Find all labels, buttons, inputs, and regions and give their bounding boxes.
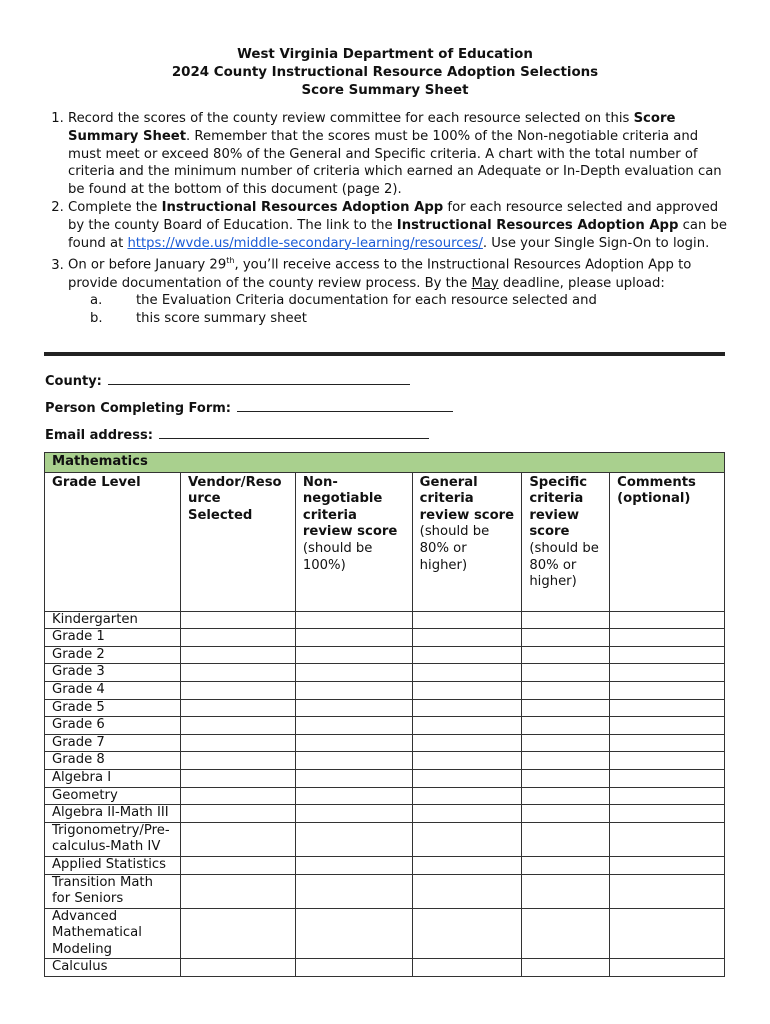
table-row xyxy=(45,717,725,735)
score-entry-cell[interactable] xyxy=(295,681,412,699)
score-entry-cell[interactable] xyxy=(610,681,725,699)
column-title: Grade Level xyxy=(52,474,141,490)
score-entry-cell[interactable] xyxy=(295,611,412,629)
resources-link[interactable]: https://wvde.us/middle-secondary-learning/resources/ xyxy=(127,235,483,251)
score-table xyxy=(44,452,725,977)
score-entry-cell[interactable] xyxy=(412,646,522,664)
column-title: Comments (optional) xyxy=(617,474,696,507)
county-label: County: xyxy=(45,374,102,389)
score-entry-cell[interactable] xyxy=(610,856,725,874)
score-entry-cell[interactable] xyxy=(522,959,610,977)
score-entry-cell[interactable] xyxy=(412,822,522,856)
column-header-row xyxy=(45,472,725,611)
score-entry-cell[interactable] xyxy=(295,752,412,770)
grade-level-cell: Grade 6 xyxy=(45,717,181,735)
score-entry-cell[interactable] xyxy=(522,805,610,823)
score-entry-cell[interactable] xyxy=(412,769,522,787)
score-entry-cell[interactable] xyxy=(180,717,295,735)
column-note: (should be 100%) xyxy=(302,540,373,573)
upload-item-b-text: this score summary sheet xyxy=(136,311,307,327)
score-entry-cell[interactable] xyxy=(522,769,610,787)
upload-item-a xyxy=(68,292,728,310)
column-header-2 xyxy=(295,472,412,611)
score-entry-cell[interactable] xyxy=(610,629,725,647)
instruction-3-sup: th xyxy=(226,256,235,266)
header-title: 2024 County Instructional Resource Adoption Selections xyxy=(171,65,599,80)
score-entry-cell[interactable] xyxy=(295,805,412,823)
score-entry-cell[interactable] xyxy=(412,664,522,682)
table-row xyxy=(45,822,725,856)
score-entry-cell[interactable] xyxy=(180,787,295,805)
instruction-1-bold: Score Summary Sheet xyxy=(68,111,676,144)
table-row xyxy=(45,629,725,647)
grade-level-cell: Kindergarten xyxy=(45,611,181,629)
grade-level-cell: Trigonometry/Pre-calculus-Math IV xyxy=(45,822,181,856)
score-entry-cell[interactable] xyxy=(522,699,610,717)
header-agency: West Virginia Department of Education xyxy=(237,47,533,62)
score-entry-cell[interactable] xyxy=(180,822,295,856)
score-entry-cell[interactable] xyxy=(180,664,295,682)
table-row xyxy=(45,752,725,770)
score-entry-cell[interactable] xyxy=(610,611,725,629)
score-entry-cell[interactable] xyxy=(412,699,522,717)
instruction-3 xyxy=(68,252,728,328)
score-entry-cell[interactable] xyxy=(610,699,725,717)
table-row xyxy=(45,908,725,959)
score-entry-cell[interactable] xyxy=(180,856,295,874)
instruction-1-text-end: . Remember that the scores must be 100% of the Non-negotiable criteria and must meet or exceed 80% of the General and Specific criteria. A chart with the total number of criteria and the minimum number of criteria which earned an Adequate or In-Depth evaluation can be found at the bottom of this document (page 2). xyxy=(68,128,722,198)
score-entry-cell[interactable] xyxy=(180,805,295,823)
score-entry-cell[interactable] xyxy=(180,681,295,699)
column-header-5 xyxy=(610,472,725,611)
grade-level-cell: Grade 1 xyxy=(45,629,181,647)
score-entry-cell[interactable] xyxy=(180,874,295,908)
score-entry-cell[interactable] xyxy=(522,717,610,735)
grade-level-cell: Applied Statistics xyxy=(45,856,181,874)
score-entry-cell[interactable] xyxy=(610,959,725,977)
subject-label: Mathematics xyxy=(45,453,725,473)
score-entry-cell[interactable] xyxy=(295,629,412,647)
instruction-2-text-3: can be found at xyxy=(68,217,727,251)
table-row xyxy=(45,611,725,629)
score-entry-cell[interactable] xyxy=(522,752,610,770)
header-subtitle: Score Summary Sheet xyxy=(301,83,469,98)
column-header-0 xyxy=(45,472,181,611)
score-entry-cell[interactable] xyxy=(180,959,295,977)
score-entry-cell[interactable] xyxy=(180,699,295,717)
upload-item-a-text: the Evaluation Criteria documentation for each resource selected and xyxy=(136,293,597,309)
score-entry-cell[interactable] xyxy=(412,787,522,805)
column-header-3 xyxy=(412,472,522,611)
table-row xyxy=(45,769,725,787)
grade-level-cell: Grade 5 xyxy=(45,699,181,717)
instructions xyxy=(44,110,728,328)
grade-level-cell: Grade 7 xyxy=(45,734,181,752)
table-row xyxy=(45,856,725,874)
score-entry-cell[interactable] xyxy=(412,752,522,770)
column-title: Non-negotiable criteria review score xyxy=(302,474,398,540)
table-row xyxy=(45,646,725,664)
table-row xyxy=(45,664,725,682)
grade-level-cell: Calculus xyxy=(45,959,181,977)
score-entry-cell[interactable] xyxy=(180,646,295,664)
score-entry-cell[interactable] xyxy=(412,959,522,977)
grade-level-cell: Transition Math for Seniors xyxy=(45,874,181,908)
grade-level-cell: Grade 2 xyxy=(45,646,181,664)
score-entry-cell[interactable] xyxy=(610,769,725,787)
upload-item-b-letter: b. xyxy=(90,311,103,327)
score-entry-cell[interactable] xyxy=(610,908,725,959)
grade-level-cell: Algebra II-Math III xyxy=(45,805,181,823)
score-entry-cell[interactable] xyxy=(295,664,412,682)
instruction-2-bold-2: Instructional Resources Adoption App xyxy=(396,217,679,233)
score-entry-cell[interactable] xyxy=(522,787,610,805)
score-entry-cell[interactable] xyxy=(412,908,522,959)
section-divider xyxy=(44,352,725,356)
score-entry-cell[interactable] xyxy=(610,787,725,805)
column-title: General criteria review score xyxy=(419,474,515,523)
email-label: Email address: xyxy=(45,428,153,443)
score-entry-cell[interactable] xyxy=(522,629,610,647)
score-entry-cell[interactable] xyxy=(412,805,522,823)
column-title: Specific criteria review score xyxy=(529,474,588,540)
county-field[interactable] xyxy=(45,372,410,389)
person-input-line[interactable] xyxy=(237,399,453,412)
score-entry-cell[interactable] xyxy=(522,822,610,856)
column-header-1 xyxy=(180,472,295,611)
score-entry-cell[interactable] xyxy=(412,629,522,647)
score-entry-cell[interactable] xyxy=(295,856,412,874)
score-entry-cell[interactable] xyxy=(180,629,295,647)
instruction-2-text-end: . Use your Single Sign-On to login. xyxy=(482,235,710,251)
subject-row xyxy=(45,453,725,473)
person-field[interactable] xyxy=(45,399,453,416)
score-entry-cell[interactable] xyxy=(295,769,412,787)
score-entry-cell[interactable] xyxy=(610,874,725,908)
score-entry-cell[interactable] xyxy=(412,734,522,752)
score-entry-cell[interactable] xyxy=(610,752,725,770)
column-title: Vendor/Reso urce Selected xyxy=(187,474,282,523)
instruction-1-text: Record the scores of the county review committee for each resource selected on this xyxy=(68,111,634,126)
column-note: (should be 80% or higher) xyxy=(529,540,599,590)
score-entry-cell[interactable] xyxy=(610,664,725,682)
grade-level-cell: Grade 4 xyxy=(45,681,181,699)
grade-level-cell: Advanced Mathematical Modeling xyxy=(45,908,181,959)
upload-item-a-letter: a. xyxy=(90,293,103,309)
grade-level-cell: Algebra I xyxy=(45,769,181,787)
score-entry-cell[interactable] xyxy=(522,611,610,629)
score-entry-cell[interactable] xyxy=(295,646,412,664)
score-entry-cell[interactable] xyxy=(522,646,610,664)
table-row xyxy=(45,805,725,823)
score-entry-cell[interactable] xyxy=(412,681,522,699)
email-input-line[interactable] xyxy=(159,426,429,439)
instruction-3-text-end: deadline, please upload: xyxy=(498,275,665,291)
instruction-3-text: On or before January 29 xyxy=(68,257,227,273)
score-entry-cell[interactable] xyxy=(522,908,610,959)
person-label: Person Completing Form: xyxy=(45,401,231,416)
county-input-line[interactable] xyxy=(108,372,410,385)
score-entry-cell[interactable] xyxy=(412,717,522,735)
table-row xyxy=(45,681,725,699)
score-entry-cell[interactable] xyxy=(295,874,412,908)
score-entry-cell[interactable] xyxy=(412,611,522,629)
score-entry-cell[interactable] xyxy=(295,734,412,752)
score-entry-cell[interactable] xyxy=(295,959,412,977)
score-entry-cell[interactable] xyxy=(610,734,725,752)
score-entry-cell[interactable] xyxy=(412,874,522,908)
column-note: (should be 80% or higher) xyxy=(419,524,490,573)
score-entry-cell[interactable] xyxy=(522,856,610,874)
table-row xyxy=(45,874,725,908)
email-field[interactable] xyxy=(45,426,429,443)
score-entry-cell[interactable] xyxy=(180,734,295,752)
instruction-2-bold-1: Instructional Resources Adoption App xyxy=(161,199,444,215)
instruction-2-text-2: for each resource selected and approved by the county Board of Education. The link to the xyxy=(68,199,719,233)
grade-level-cell: Grade 3 xyxy=(45,664,181,682)
upload-item-b xyxy=(68,310,728,328)
score-entry-cell[interactable] xyxy=(180,752,295,770)
score-entry-cell[interactable] xyxy=(295,822,412,856)
score-entry-cell[interactable] xyxy=(610,646,725,664)
score-entry-cell[interactable] xyxy=(412,856,522,874)
score-entry-cell[interactable] xyxy=(522,874,610,908)
grade-level-cell: Grade 8 xyxy=(45,752,181,770)
score-entry-cell[interactable] xyxy=(295,908,412,959)
score-entry-cell[interactable] xyxy=(522,681,610,699)
table-row xyxy=(45,699,725,717)
table-row xyxy=(45,959,725,977)
score-entry-cell[interactable] xyxy=(610,805,725,823)
score-entry-cell[interactable] xyxy=(180,769,295,787)
grade-level-cell: Geometry xyxy=(45,787,181,805)
instruction-2-text: Complete the xyxy=(68,199,162,215)
score-entry-cell[interactable] xyxy=(522,734,610,752)
score-entry-cell[interactable] xyxy=(295,717,412,735)
instruction-2 xyxy=(68,199,728,252)
score-entry-cell[interactable] xyxy=(610,717,725,735)
score-entry-cell[interactable] xyxy=(180,611,295,629)
instruction-3-may: May xyxy=(471,275,499,291)
column-header-4 xyxy=(522,472,610,611)
score-entry-cell[interactable] xyxy=(295,699,412,717)
table-row xyxy=(45,787,725,805)
document-header xyxy=(0,46,770,100)
instruction-1 xyxy=(68,110,728,199)
score-entry-cell[interactable] xyxy=(295,787,412,805)
score-entry-cell[interactable] xyxy=(610,822,725,856)
instruction-3-text-2: , you’ll receive access to the Instructional Resources Adoption App to provide documentation of the county review process. By the xyxy=(68,257,692,291)
upload-list xyxy=(68,292,728,328)
table-row xyxy=(45,734,725,752)
score-entry-cell[interactable] xyxy=(180,908,295,959)
score-entry-cell[interactable] xyxy=(522,664,610,682)
